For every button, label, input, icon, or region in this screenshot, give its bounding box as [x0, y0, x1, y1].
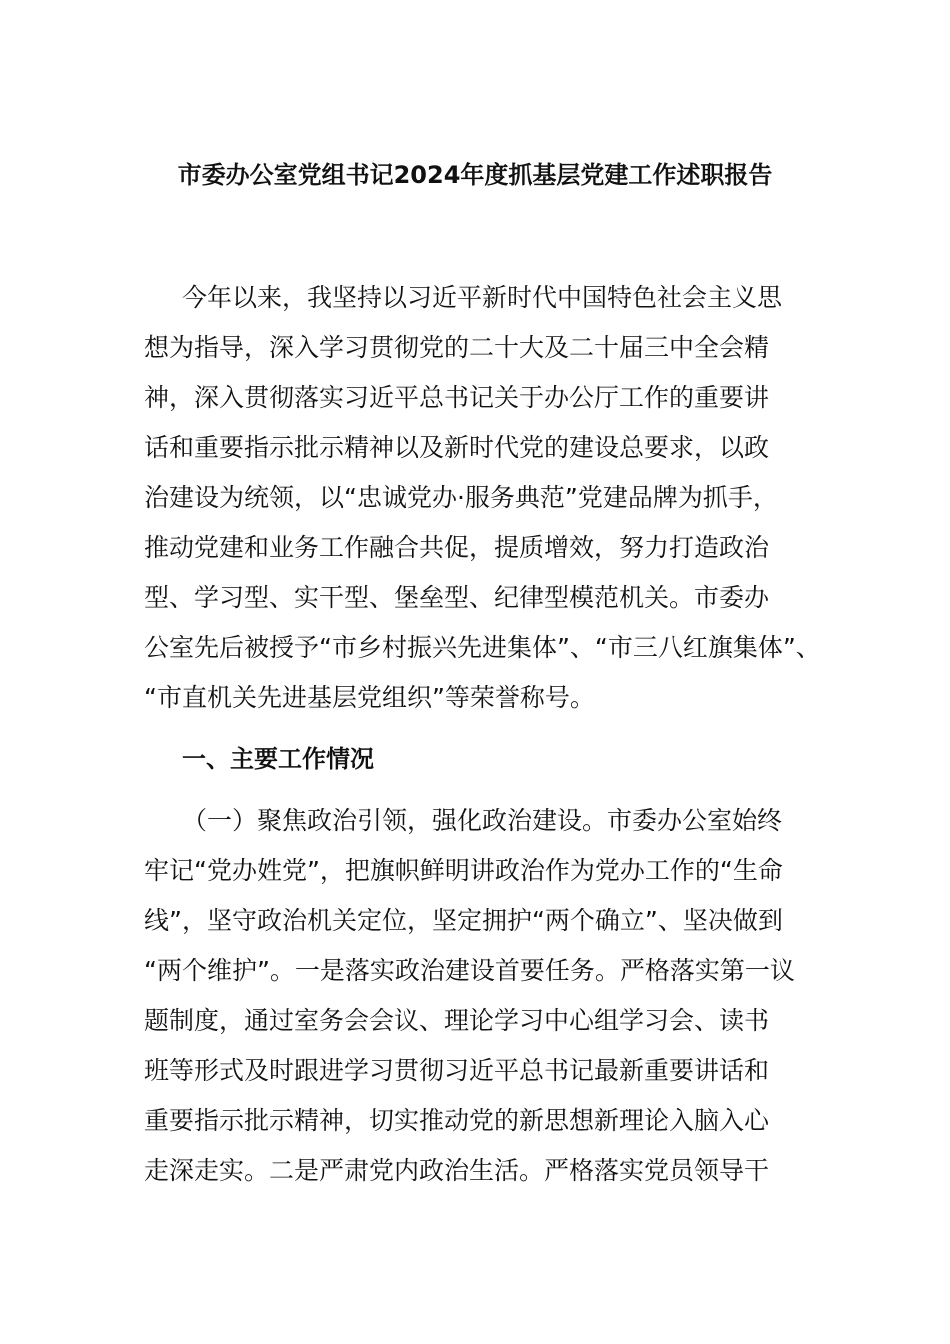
- section-line-7: 重要指示批示精神，切实推动党的新思想新理论入脑入心: [144, 1106, 770, 1135]
- intro-line-2: 想为指导，深入学习贯彻党的二十大及二十届三中全会精: [144, 333, 770, 362]
- section-line-8: 走深走实。二是严肃党内政治生活。严格落实党员领导干: [144, 1156, 770, 1185]
- document-title: 市委办公室党组书记2024年度抓基层党建工作述职报告: [177, 161, 773, 189]
- intro-line-4: 话和重要指示批示精神以及新时代党的建设总要求，以政: [144, 433, 770, 462]
- section-heading: 一、主要工作情况: [182, 745, 374, 773]
- intro-line-3: 神，深入贯彻落实习近平总书记关于办公厅工作的重要讲: [144, 383, 770, 412]
- intro-line-8: 公室先后被授予“市乡村振兴先进集体”、“市三八红旗集体”、: [144, 633, 821, 662]
- intro-line-6: 推动党建和业务工作融合共促，提质增效，努力打造政治: [144, 533, 770, 562]
- section-line-5: 题制度，通过室务会会议、理论学习中心组学习会、读书: [144, 1006, 770, 1035]
- section-line-6: 班等形式及时跟进学习贯彻习近平总书记最新重要讲话和: [144, 1056, 770, 1085]
- intro-line-1: 今年以来，我坚持以习近平新时代中国特色社会主义思: [182, 283, 783, 312]
- intro-line-7: 型、学习型、实干型、堡垒型、纪律型模范机关。市委办: [144, 583, 770, 612]
- intro-line-9: “市直机关先进基层党组织”等荣誉称号。: [144, 683, 595, 712]
- section-line-4: “两个维护”。一是落实政治建设首要任务。严格落实第一议: [144, 956, 795, 985]
- section-line-3: 线”，坚守政治机关定位，坚定拥护“两个确立”、坚决做到: [144, 906, 783, 935]
- intro-line-5: 治建设为统领，以“忠诚党办·服务典范”党建品牌为抓手，: [144, 483, 778, 512]
- section-line-2: 牢记“党办姓党”，把旗帜鲜明讲政治作为党办工作的“生命: [144, 856, 783, 885]
- section-line-1: （一）聚焦政治引领，强化政治建设。市委办公室始终: [182, 806, 783, 835]
